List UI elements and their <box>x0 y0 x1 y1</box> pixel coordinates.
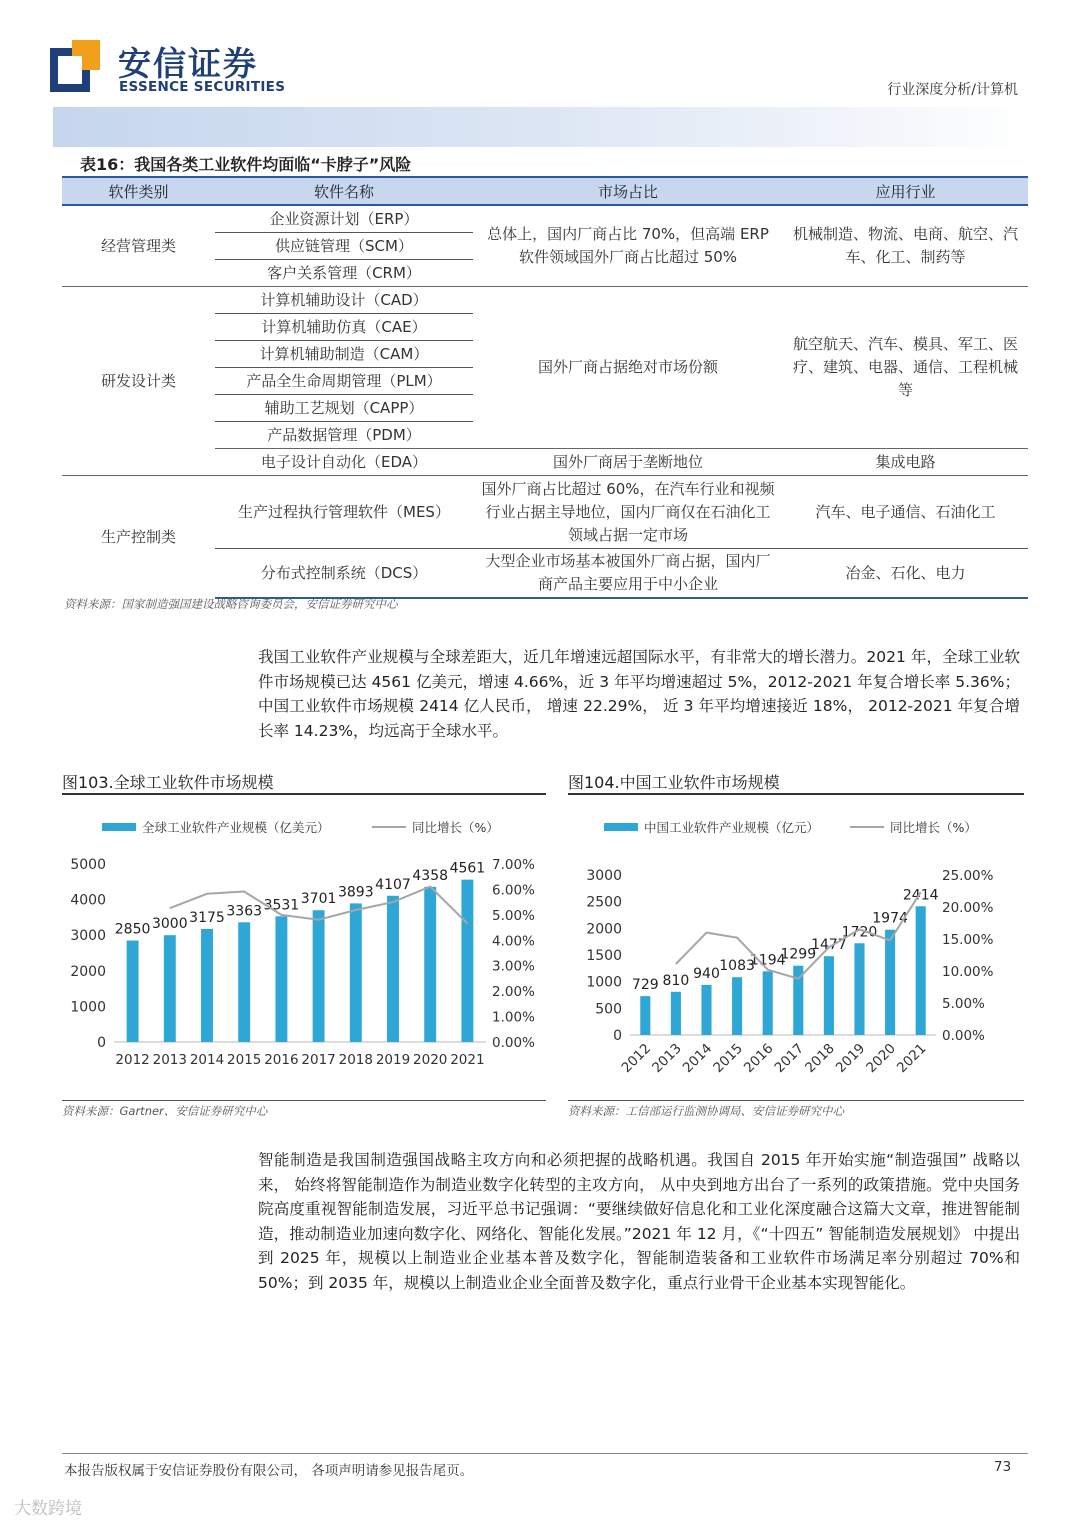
y2-tick-label: 5.00% <box>492 907 535 924</box>
figure-source-rule <box>568 1100 1024 1101</box>
data-label: 810 <box>662 972 690 989</box>
table-row <box>62 205 1028 233</box>
data-label: 2850 <box>114 921 151 938</box>
x-tick-label: 2015 <box>710 1040 746 1077</box>
x-tick-label: 2014 <box>189 1052 225 1068</box>
y-tick-label: 2000 <box>586 921 622 938</box>
y-tick-label: 2500 <box>586 894 622 911</box>
y2-tick-label: 3.00% <box>492 958 535 975</box>
software-name-cell: 企业资源计划（ERP） <box>215 205 473 233</box>
data-label: 729 <box>631 977 659 994</box>
bar <box>127 941 139 1042</box>
body-paragraph: 我国工业软件产业规模与全球差距大，近几年增速远超国际水平，有非常大的增长潜力。2021 年，全球工业软件市场规模已达 4561 亿美元，增速 4.66%，近 3 年平均增速超过 5%，2012-2021 年复合增长率 5.36%；中国工业软件市场规模 2414 亿人民币， 增速 22.29%， 近 3 年平均增速接近 18%， 2012-2021 年复合增长率 14.23%，均远高于全球水平。 <box>258 648 1020 740</box>
bar <box>885 930 895 1035</box>
industry-cell: 航空航天、汽车、模具、军工、医疗、建筑、电器、通信、工程机械等 <box>783 287 1028 449</box>
data-label: 3363 <box>226 903 263 920</box>
brand-logo-icon <box>50 40 100 92</box>
category-cell: 研发设计类 <box>62 287 215 476</box>
data-label: 1299 <box>780 946 817 963</box>
legend-bar-swatch <box>102 823 136 831</box>
table-header-row <box>62 177 1028 205</box>
global-market-chart <box>62 800 546 1090</box>
market-share-cell: 大型企业市场基本被国外厂商占据，国内厂商产品主要应用于中小企业 <box>473 549 783 599</box>
x-tick-label: 2016 <box>740 1040 777 1077</box>
legend-label: 同比增长（%） <box>412 820 499 835</box>
data-label: 4107 <box>375 876 411 893</box>
table-title: 表16：我国各类工业软件均面临“卡脖子”风险 <box>80 155 412 174</box>
column-header: 应用行业 <box>783 177 1028 205</box>
y-tick-label: 5000 <box>70 857 106 873</box>
y2-tick-label: 15.00% <box>942 932 994 948</box>
data-label: 3000 <box>151 916 188 933</box>
bar <box>275 916 287 1042</box>
software-name-cell: 分布式控制系统（DCS） <box>215 549 473 599</box>
legend-label: 中国工业软件产业规模（亿元） <box>644 820 820 835</box>
x-tick-label: 2013 <box>152 1052 187 1068</box>
bar <box>164 935 176 1042</box>
bar <box>763 971 773 1035</box>
data-label: 1194 <box>749 952 786 969</box>
figure-title: 图104.中国工业软件市场规模 <box>568 773 780 792</box>
software-name-cell: 计算机辅助仿真（CAE） <box>215 314 473 341</box>
data-label: 2414 <box>902 887 939 904</box>
software-name-cell: 生产过程执行管理软件（MES） <box>215 476 473 549</box>
software-name-cell: 计算机辅助设计（CAD） <box>215 287 473 314</box>
legend-label: 同比增长（%） <box>890 820 977 835</box>
software-name-cell: 供应链管理（SCM） <box>215 233 473 260</box>
table-source: 资料来源：国家制造强国建设战略咨询委员会，安信证券研究中心 <box>64 597 398 611</box>
y2-tick-label: 10.00% <box>942 964 994 980</box>
y-tick-label: 1500 <box>586 948 622 964</box>
x-tick-label: 2021 <box>450 1052 485 1068</box>
column-header: 市场占比 <box>473 177 783 205</box>
bar <box>350 903 362 1042</box>
y-tick-label: 0 <box>97 1035 106 1051</box>
figure-title-rule <box>62 793 546 795</box>
x-tick-label: 2021 <box>893 1040 930 1077</box>
x-tick-label: 2020 <box>863 1040 899 1077</box>
bar <box>824 956 834 1035</box>
data-label: 3893 <box>337 884 374 901</box>
column-header: 软件类别 <box>62 177 215 205</box>
data-label: 940 <box>693 965 720 982</box>
data-label: 1720 <box>841 924 878 941</box>
bar <box>916 906 926 1035</box>
category-cell: 生产控制类 <box>62 476 215 599</box>
china-market-chart <box>568 800 1024 1090</box>
data-label: 1083 <box>719 958 755 975</box>
x-tick-label: 2019 <box>832 1040 869 1077</box>
y2-tick-label: 0.00% <box>492 1035 535 1051</box>
bar <box>313 910 325 1042</box>
x-tick-label: 2020 <box>413 1052 448 1068</box>
software-name-cell: 辅助工艺规划（CAPP） <box>215 395 473 422</box>
figure-source: 资料来源：工信部运行监测协调局、安信证券研究中心 <box>568 1104 844 1118</box>
footer-disclaimer: 本报告版权属于安信证券股份有限公司， 各项声明请参见报告尾页。 <box>64 1463 474 1479</box>
software-name-cell: 电子设计自动化（EDA） <box>215 449 473 476</box>
bar <box>201 929 213 1042</box>
x-tick-label: 2013 <box>649 1040 685 1077</box>
software-name-cell: 客户关系管理（CRM） <box>267 263 421 282</box>
y2-tick-label: 0.00% <box>942 1028 985 1044</box>
data-label: 1974 <box>872 910 908 927</box>
market-share-cell: 国外厂商占据绝对市场份额 <box>473 287 783 449</box>
y-tick-label: 500 <box>595 1001 622 1018</box>
bar <box>854 943 864 1035</box>
software-name-cell: 计算机辅助制造（CAM） <box>215 341 473 368</box>
market-share-cell: 国外厂商占比超过 60%，在汽车行业和视频行业占据主导地位，国内厂商仅在石油化工领域占据一定市场 <box>473 476 783 549</box>
y-tick-label: 0 <box>613 1028 622 1044</box>
data-label: 3701 <box>300 891 337 908</box>
x-tick-label: 2018 <box>338 1052 373 1068</box>
y2-tick-label: 4.00% <box>492 933 535 950</box>
y-tick-label: 1000 <box>70 999 106 1016</box>
report-type: 行业深度分析/计算机 <box>887 82 1018 98</box>
y2-tick-label: 25.00% <box>942 868 994 884</box>
bar <box>701 985 711 1035</box>
x-tick-label: 2019 <box>375 1052 411 1068</box>
x-tick-label: 2014 <box>679 1040 716 1077</box>
data-label: 3175 <box>189 909 225 926</box>
market-share-cell: 国外厂商居于垄断地位 <box>473 449 783 476</box>
y-tick-label: 3000 <box>586 868 622 884</box>
figure-source-rule <box>62 1100 546 1101</box>
bar <box>732 977 742 1035</box>
bar <box>671 992 681 1035</box>
software-risk-table <box>62 176 1028 599</box>
table-row <box>62 476 1028 549</box>
industry-cell: 冶金、石化、电力 <box>783 549 1028 599</box>
brand-name-cn: 安信证券 <box>118 44 258 83</box>
x-tick-label: 2015 <box>227 1052 262 1068</box>
market-share-cell: 总体上，国内厂商占比 70%，但高端 ERP 软件领域国外厂商占比超过 50% <box>487 225 769 266</box>
data-label: 4561 <box>449 860 486 877</box>
y2-tick-label: 2.00% <box>492 984 535 1001</box>
footer-rule <box>62 1453 1028 1454</box>
category-cell: 经营管理类 <box>100 236 176 255</box>
x-tick-label: 2012 <box>618 1040 655 1077</box>
data-label: 4358 <box>412 867 449 884</box>
y-tick-label: 4000 <box>70 892 106 909</box>
y2-tick-label: 20.00% <box>942 900 994 916</box>
brand-name-en: ESSENCE SECURITIES <box>119 79 286 95</box>
y2-tick-label: 5.00% <box>942 996 985 1012</box>
industry-cell: 机械制造、物流、电商、航空、汽车、化工、制药等 <box>792 225 1018 266</box>
x-tick-label: 2017 <box>301 1052 336 1068</box>
column-header: 软件名称 <box>215 177 473 205</box>
bar <box>424 887 436 1042</box>
x-tick-label: 2016 <box>264 1052 299 1068</box>
data-label: 3531 <box>263 897 300 914</box>
bar <box>387 896 399 1042</box>
bar <box>461 880 473 1042</box>
watermark: 大数跨境 <box>14 1499 82 1519</box>
y-tick-label: 3000 <box>70 928 106 945</box>
industry-cell: 集成电路 <box>783 449 1028 476</box>
x-tick-label: 2018 <box>802 1040 838 1077</box>
figure-title-rule <box>568 793 1024 795</box>
software-name-cell: 产品数据管理（PDM） <box>267 425 421 444</box>
figure-title: 图103.全球工业软件市场规模 <box>62 773 274 792</box>
industry-cell: 汽车、电子通信、石油化工 <box>783 476 1028 549</box>
legend-label: 全球工业软件产业规模（亿美元） <box>142 820 330 835</box>
legend-bar-swatch <box>604 823 638 831</box>
page-number: 73 <box>994 1459 1012 1475</box>
bar <box>640 996 650 1035</box>
x-tick-label: 2017 <box>771 1040 808 1077</box>
y-tick-label: 2000 <box>70 963 106 980</box>
figure-source: 资料来源：Gartner、安信证券研究中心 <box>62 1104 268 1118</box>
y2-tick-label: 6.00% <box>492 882 535 899</box>
software-name-cell: 产品全生命周期管理（PLM） <box>215 368 473 395</box>
header-band <box>53 107 1028 147</box>
body-paragraph: 智能制造是我国制造强国战略主攻方向和必须把握的战略机遇。我国自 2015 年开始实施“制造强国” 战略以来， 始终将智能制造作为制造业数字化转型的主攻方向， 从中央到地方出台了一系列的政策措施。党中央国务院高度重视智能制造发展，习近平总书记强调：“要继续做好信息化和工业化深度融合这篇大文章，推进智能制造，推动制造业加速向数字化、网络化、智能化发展。”2021 年 12 月，《“十四五” 智能制造发展规划》 中提出到 2025 年，规模以上制造业企业基本普及数字化，智能制造装备和工业软件市场满足率分别超过 70%和 50%；到 2035 年，规模以上制造业企业全面普及数字化，重点行业骨干企业基本实现智能化。 <box>258 1151 1020 1292</box>
y2-tick-label: 1.00% <box>492 1009 535 1026</box>
y2-tick-label: 7.00% <box>492 857 535 873</box>
bar <box>238 922 250 1042</box>
table-row <box>62 287 1028 314</box>
x-tick-label: 2012 <box>115 1052 150 1068</box>
y-tick-label: 1000 <box>586 974 622 991</box>
data-label: 1477 <box>811 937 847 954</box>
